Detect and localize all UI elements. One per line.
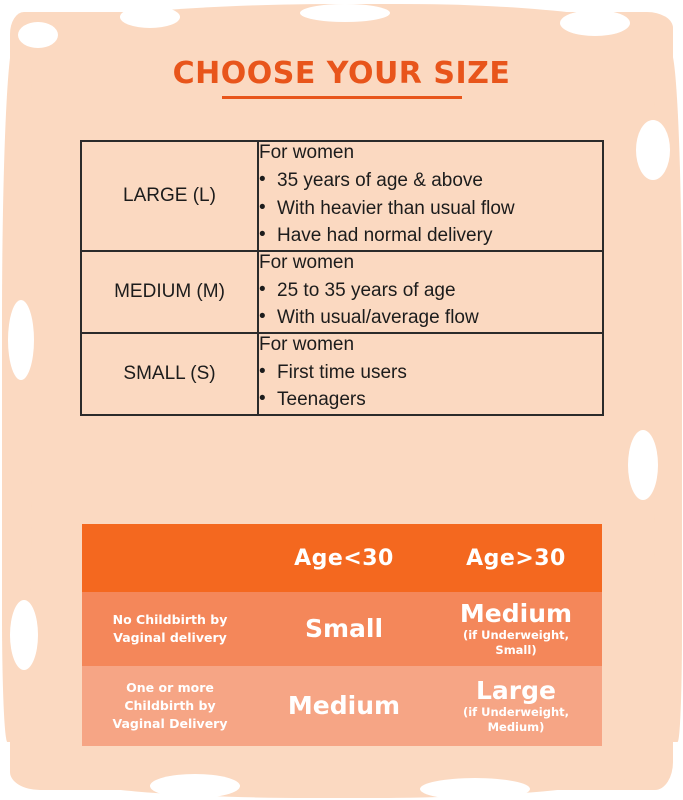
list-item: • 35 years of age & above (259, 167, 602, 195)
row-label-line: No Childbirth by (112, 611, 228, 627)
matrix-row (82, 592, 602, 666)
description-heading: For women (259, 251, 355, 273)
matrix-value-note (430, 628, 602, 658)
matrix-value-cell (258, 592, 430, 666)
size-label: LARGE (L) (81, 141, 258, 251)
page-title: CHOOSE YOUR SIZE (172, 56, 511, 91)
description-bullets (259, 167, 602, 250)
description-heading: For women (259, 333, 355, 355)
row-label-line: Vaginal Delivery (112, 716, 228, 732)
size-description (258, 141, 603, 251)
matrix-value-note (430, 705, 602, 735)
size-description (258, 333, 603, 415)
description-heading: For women (259, 142, 355, 163)
note-line: Medium) (487, 720, 545, 735)
size-description (258, 251, 603, 333)
list-item: • With usual/average flow (259, 304, 602, 332)
row-label-line: One or more (126, 679, 214, 695)
list-item: • First time users (259, 359, 602, 387)
age-childbirth-matrix (82, 524, 602, 746)
matrix-row (82, 666, 602, 746)
matrix-column-header-age-under-30: Age<30 (294, 545, 394, 571)
title-underline (222, 96, 462, 99)
list-item: • Teenagers (259, 386, 602, 414)
matrix-column-header-age-over-30: Age>30 (466, 545, 566, 571)
row-label-line: Childbirth by (124, 697, 216, 713)
list-item: • Have had normal delivery (259, 222, 602, 250)
matrix-row-label (82, 666, 258, 746)
matrix-value: Medium (459, 598, 573, 628)
matrix-value-cell (258, 666, 430, 746)
matrix-value-cell (430, 666, 602, 746)
list-item: • With heavier than usual flow (259, 195, 602, 223)
matrix-header-row (82, 524, 602, 592)
matrix-value-cell (430, 592, 602, 666)
table-row (81, 251, 603, 333)
matrix-row-label (82, 592, 258, 666)
note-line: Small) (495, 643, 537, 658)
description-bullets (259, 277, 602, 332)
size-guide-table (80, 140, 604, 416)
matrix-value: Small (304, 614, 384, 644)
matrix-value: Medium (287, 691, 401, 721)
size-label: MEDIUM (M) (81, 251, 258, 333)
table-row (81, 333, 603, 415)
description-bullets (259, 359, 602, 414)
list-item: • 25 to 35 years of age (259, 277, 602, 305)
matrix-value: Large (476, 675, 556, 705)
row-label-line: Vaginal delivery (113, 630, 227, 645)
table-row (81, 141, 603, 251)
size-label: SMALL (S) (81, 333, 258, 415)
note-line: (if Underweight, (462, 628, 570, 643)
note-line: (if Underweight, (462, 705, 570, 720)
matrix-corner-cell (82, 524, 258, 592)
